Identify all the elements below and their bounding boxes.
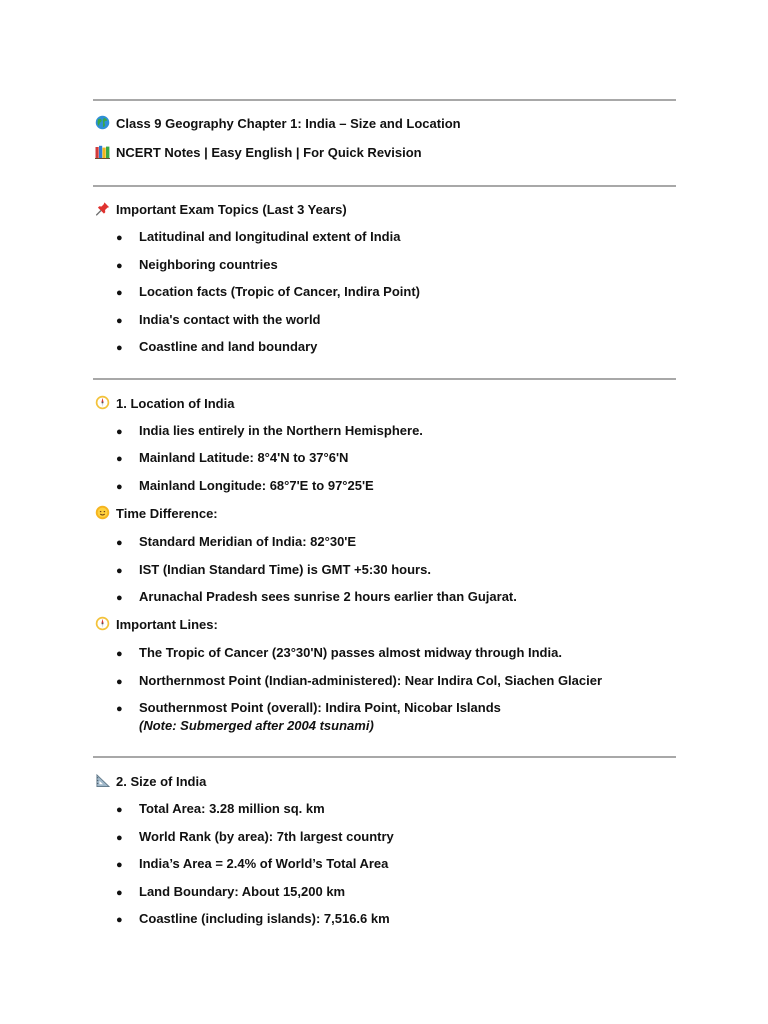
- bullet-dot: ●: [116, 676, 123, 688]
- list-item: ● Northernmost Point (Indian-administered): Near Indira Col, Siachen Glacier: [116, 672, 602, 690]
- exam-topics-heading: [95, 201, 347, 219]
- list-item: ● IST (Indian Standard Time) is GMT +5:30 hours.: [116, 561, 431, 579]
- bullet-dot: ●: [116, 592, 123, 604]
- list-item: ● Arunachal Pradesh sees sunrise 2 hours earlier than Gujarat.: [116, 588, 517, 606]
- list-item: ● World Rank (by area): 7th largest country: [116, 828, 394, 846]
- divider: [93, 99, 676, 101]
- bullet-dot: ●: [116, 804, 123, 816]
- bullet-dot: ●: [116, 859, 123, 871]
- divider: [93, 378, 676, 380]
- page-subtitle: [95, 144, 422, 162]
- list-item: ● India’s Area = 2.4% of World’s Total Area: [116, 855, 388, 873]
- tsunami-note: (Note: Submerged after 2004 tsunami): [139, 718, 374, 733]
- bullet-dot: ●: [116, 453, 123, 465]
- triangle-ruler-icon: [95, 773, 111, 787]
- bullet-dot: ●: [116, 565, 123, 577]
- compass-icon: [95, 395, 111, 409]
- list-item: ● Coastline and land boundary: [116, 338, 317, 356]
- list-item: ● Mainland Longitude: 68°7'E to 97°25'E: [116, 477, 374, 495]
- page-title-text: Class 9 Geography Chapter 1: India – Size and Location: [116, 116, 461, 131]
- divider: [93, 756, 676, 758]
- important-lines-heading-text: Important Lines:: [116, 617, 218, 632]
- divider: [93, 185, 676, 187]
- bullet-dot: ●: [116, 648, 123, 660]
- bullet-dot: ●: [116, 537, 123, 549]
- location-heading-text: 1. Location of India: [116, 396, 235, 411]
- bullet-dot: ●: [116, 260, 123, 272]
- size-heading: [95, 773, 206, 791]
- page-title: [95, 115, 461, 133]
- exam-topics-heading-text: Important Exam Topics (Last 3 Years): [116, 202, 347, 217]
- globe-icon: [95, 115, 111, 129]
- list-item: ● India's contact with the world: [116, 311, 321, 329]
- bullet-dot: ●: [116, 232, 123, 244]
- sun-face-icon: [95, 505, 111, 519]
- bullet-dot: ●: [116, 426, 123, 438]
- list-item: ● Mainland Latitude: 8°4'N to 37°6'N: [116, 449, 348, 467]
- list-item: ● Neighboring countries: [116, 256, 278, 274]
- list-item: ● Land Boundary: About 15,200 km: [116, 883, 345, 901]
- bullet-dot: ●: [116, 342, 123, 354]
- time-difference-heading-text: Time Difference:: [116, 506, 218, 521]
- list-item: ● Location facts (Tropic of Cancer, Indira Point): [116, 283, 420, 301]
- page-subtitle-text: NCERT Notes | Easy English | For Quick Revision: [116, 145, 422, 160]
- bullet-dot: ●: [116, 887, 123, 899]
- list-item: ● Coastline (including islands): 7,516.6 km: [116, 910, 390, 928]
- bullet-dot: ●: [116, 914, 123, 926]
- bullet-dot: ●: [116, 832, 123, 844]
- time-difference-heading: [95, 505, 218, 523]
- location-heading: [95, 395, 234, 413]
- compass-icon: [95, 616, 111, 630]
- bullet-dot: ●: [116, 315, 123, 327]
- size-heading-text: 2. Size of India: [116, 774, 207, 789]
- list-item: ● India lies entirely in the Northern Hemisphere.: [116, 422, 423, 440]
- list-item: ● Latitudinal and longitudinal extent of India: [116, 228, 400, 246]
- list-item: ● Southernmost Point (overall): Indira Point, Nicobar Islands: [116, 699, 501, 717]
- bullet-dot: ●: [116, 703, 123, 715]
- bullet-dot: ●: [116, 287, 123, 299]
- bullet-dot: ●: [116, 481, 123, 493]
- important-lines-heading: [95, 616, 218, 634]
- list-item: ● The Tropic of Cancer (23°30'N) passes almost midway through India.: [116, 644, 562, 662]
- list-item: ● Standard Meridian of India: 82°30'E: [116, 533, 356, 551]
- pushpin-icon: [95, 201, 111, 215]
- list-item: ● Total Area: 3.28 million sq. km: [116, 800, 325, 818]
- books-icon: [95, 145, 111, 159]
